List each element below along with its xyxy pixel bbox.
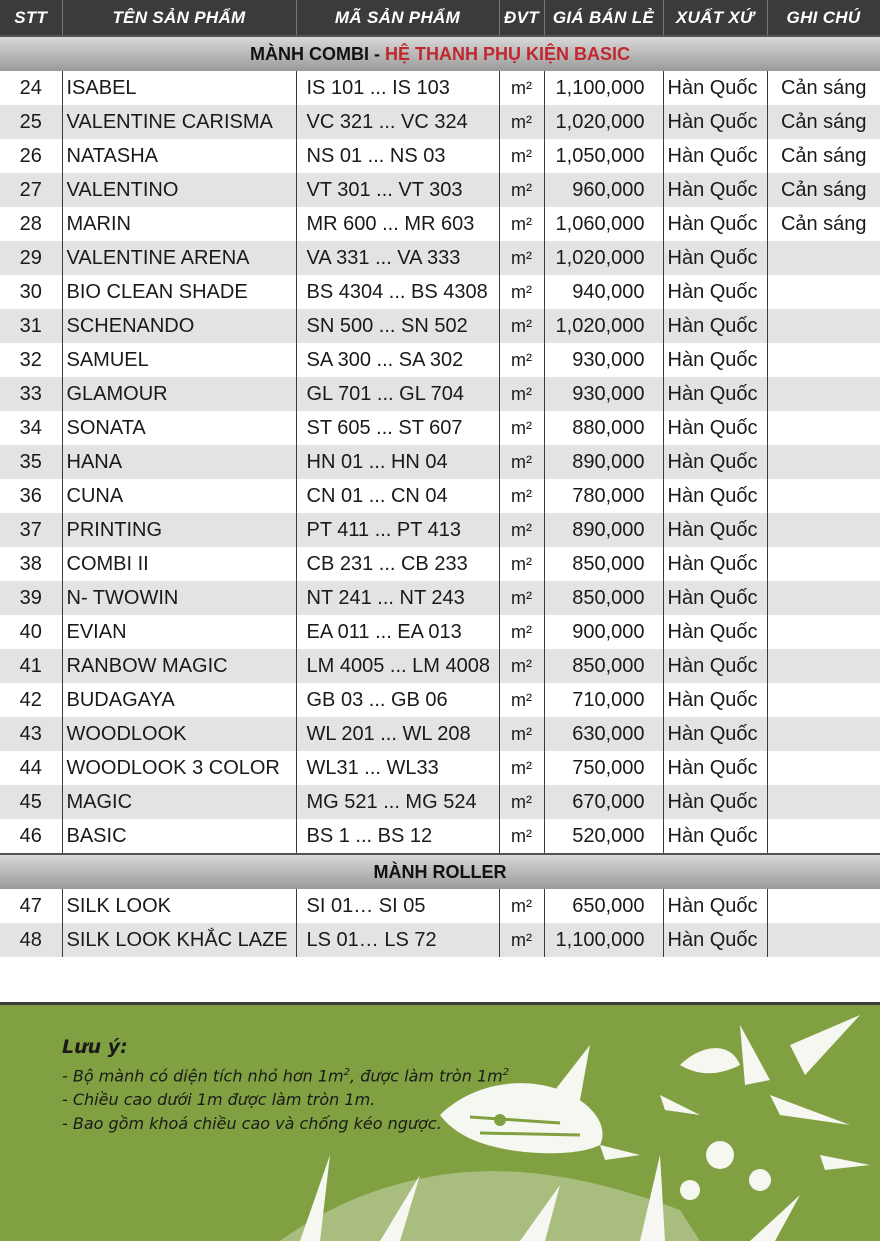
section-roller-title: MÀNH ROLLER (0, 854, 880, 889)
cell-stt: 34 (0, 411, 62, 445)
section-combi-title-a: MÀNH COMBI - (250, 43, 385, 64)
cell-name: VALENTINE CARISMA (62, 105, 296, 139)
cell-stt: 30 (0, 275, 62, 309)
table-row (0, 785, 880, 819)
table-row (0, 139, 880, 173)
cell-name: CUNA (62, 479, 296, 513)
cell-stt: 37 (0, 513, 62, 547)
cell-origin: Hàn Quốc (663, 923, 767, 957)
cell-origin: Hàn Quốc (663, 105, 767, 139)
cell-price: 750,000 (544, 751, 663, 785)
section-roller-row (0, 854, 880, 889)
cell-unit: m² (499, 343, 544, 377)
cell-stt: 46 (0, 819, 62, 854)
cell-note (767, 819, 880, 854)
cell-code: LM 4005 ... LM 4008 (296, 649, 499, 683)
cell-unit: m² (499, 173, 544, 207)
cell-note: Cản sáng (767, 139, 880, 173)
cell-origin: Hàn Quốc (663, 139, 767, 173)
cell-stt: 38 (0, 547, 62, 581)
table-row (0, 343, 880, 377)
cell-unit: m² (499, 785, 544, 819)
cell-price: 850,000 (544, 581, 663, 615)
cell-origin: Hàn Quốc (663, 445, 767, 479)
cell-name: SONATA (62, 411, 296, 445)
cell-unit: m² (499, 717, 544, 751)
table-row (0, 309, 880, 343)
cell-stt: 42 (0, 683, 62, 717)
cell-code: CN 01 ... CN 04 (296, 479, 499, 513)
cell-code: ST 605 ... ST 607 (296, 411, 499, 445)
header-unit: ĐVT (499, 0, 544, 36)
cell-note (767, 377, 880, 411)
header-note: GHI CHÚ (767, 0, 880, 36)
cell-unit: m² (499, 377, 544, 411)
header-code: MÃ SẢN PHẨM (296, 0, 499, 36)
table-row (0, 241, 880, 275)
cell-code: BS 1 ... BS 12 (296, 819, 499, 854)
cell-price: 930,000 (544, 343, 663, 377)
cell-code: SI 01… SI 05 (296, 889, 499, 923)
cell-price: 520,000 (544, 819, 663, 854)
cell-note: Cản sáng (767, 105, 880, 139)
cell-stt: 29 (0, 241, 62, 275)
cell-stt: 44 (0, 751, 62, 785)
cell-stt: 33 (0, 377, 62, 411)
cell-code: GL 701 ... GL 704 (296, 377, 499, 411)
section-combi-title-b: HỆ THANH PHỤ KIỆN BASIC (384, 43, 630, 64)
cell-code: IS 101 ... IS 103 (296, 71, 499, 105)
cell-stt: 40 (0, 615, 62, 649)
cell-name: BIO CLEAN SHADE (62, 275, 296, 309)
cell-unit: m² (499, 923, 544, 957)
cell-origin: Hàn Quốc (663, 785, 767, 819)
table-row (0, 751, 880, 785)
cell-name: WOODLOOK 3 COLOR (62, 751, 296, 785)
cell-code: PT 411 ... PT 413 (296, 513, 499, 547)
note-line-1-sup: 2 (343, 1067, 351, 1078)
cell-note (767, 649, 880, 683)
cell-price: 1,100,000 (544, 923, 663, 957)
cell-stt: 41 (0, 649, 62, 683)
cell-stt: 35 (0, 445, 62, 479)
cell-note (767, 343, 880, 377)
cell-origin: Hàn Quốc (663, 377, 767, 411)
header-name: TÊN SẢN PHẨM (62, 0, 296, 36)
cell-origin: Hàn Quốc (663, 241, 767, 275)
cell-price: 890,000 (544, 445, 663, 479)
cell-stt: 39 (0, 581, 62, 615)
cell-stt: 28 (0, 207, 62, 241)
cell-origin: Hàn Quốc (663, 275, 767, 309)
table-row (0, 547, 880, 581)
cell-stt: 36 (0, 479, 62, 513)
cell-price: 1,020,000 (544, 309, 663, 343)
table-row (0, 615, 880, 649)
cell-name: BASIC (62, 819, 296, 854)
cell-origin: Hàn Quốc (663, 309, 767, 343)
cell-code: VA 331 ... VA 333 (296, 241, 499, 275)
cell-note (767, 785, 880, 819)
cell-note (767, 241, 880, 275)
header-price: GIÁ BÁN LẺ (544, 0, 663, 36)
cell-note (767, 479, 880, 513)
cell-note (767, 717, 880, 751)
cell-price: 650,000 (544, 889, 663, 923)
cell-note (767, 615, 880, 649)
note-line-1-c: , được làm tròn 1m (350, 1066, 503, 1086)
table-header-row (0, 0, 880, 36)
cell-stt: 47 (0, 889, 62, 923)
cell-name: SILK LOOK (62, 889, 296, 923)
table-row (0, 105, 880, 139)
cell-code: VT 301 ... VT 303 (296, 173, 499, 207)
cell-origin: Hàn Quốc (663, 683, 767, 717)
cell-origin: Hàn Quốc (663, 581, 767, 615)
cell-name: GLAMOUR (62, 377, 296, 411)
cell-price: 850,000 (544, 547, 663, 581)
cell-note (767, 751, 880, 785)
cell-price: 850,000 (544, 649, 663, 683)
cell-code: NT 241 ... NT 243 (296, 581, 499, 615)
notes-title: Lưu ý: (62, 1036, 128, 1058)
note-line-2: - Chiều cao dưới 1m được làm tròn 1m. (62, 1090, 376, 1110)
cell-note (767, 683, 880, 717)
cell-name: SILK LOOK KHẮC LAZE (62, 923, 296, 957)
cell-code: GB 03 ... GB 06 (296, 683, 499, 717)
cell-unit: m² (499, 751, 544, 785)
cell-price: 940,000 (544, 275, 663, 309)
cell-name: MAGIC (62, 785, 296, 819)
cell-stt: 24 (0, 71, 62, 105)
cell-origin: Hàn Quốc (663, 649, 767, 683)
cell-unit: m² (499, 649, 544, 683)
table-row (0, 275, 880, 309)
cell-name: VALENTINE ARENA (62, 241, 296, 275)
table-row (0, 173, 880, 207)
cell-name: SCHENANDO (62, 309, 296, 343)
cell-name: EVIAN (62, 615, 296, 649)
cell-name: RANBOW MAGIC (62, 649, 296, 683)
cell-price: 1,100,000 (544, 71, 663, 105)
cell-name: NATASHA (62, 139, 296, 173)
cell-origin: Hàn Quốc (663, 173, 767, 207)
cell-unit: m² (499, 889, 544, 923)
cell-name: VALENTINO (62, 173, 296, 207)
cell-note (767, 411, 880, 445)
cell-stt: 26 (0, 139, 62, 173)
cell-unit: m² (499, 275, 544, 309)
cell-origin: Hàn Quốc (663, 479, 767, 513)
cell-name: BUDAGAYA (62, 683, 296, 717)
cell-price: 1,060,000 (544, 207, 663, 241)
cell-origin: Hàn Quốc (663, 207, 767, 241)
cell-name: SAMUEL (62, 343, 296, 377)
cell-price: 880,000 (544, 411, 663, 445)
table-row (0, 377, 880, 411)
cell-code: SN 500 ... SN 502 (296, 309, 499, 343)
cell-note (767, 445, 880, 479)
table-row (0, 889, 880, 923)
cell-origin: Hàn Quốc (663, 513, 767, 547)
header-origin: XUẤT XỨ (663, 0, 767, 36)
cell-code: HN 01 ... HN 04 (296, 445, 499, 479)
cell-unit: m² (499, 241, 544, 275)
section-combi-title (0, 36, 880, 71)
cell-origin: Hàn Quốc (663, 819, 767, 854)
cell-code: MG 521 ... MG 524 (296, 785, 499, 819)
cell-code: WL 201 ... WL 208 (296, 717, 499, 751)
cell-origin: Hàn Quốc (663, 343, 767, 377)
cell-price: 900,000 (544, 615, 663, 649)
cell-price: 960,000 (544, 173, 663, 207)
cell-note (767, 581, 880, 615)
cell-code: VC 321 ... VC 324 (296, 105, 499, 139)
cell-code: BS 4304 ... BS 4308 (296, 275, 499, 309)
table-row (0, 513, 880, 547)
cell-stt: 45 (0, 785, 62, 819)
table-row (0, 411, 880, 445)
table-row (0, 207, 880, 241)
cell-note: Cản sáng (767, 207, 880, 241)
cell-code: EA 011 ... EA 013 (296, 615, 499, 649)
cell-note (767, 923, 880, 957)
cell-price: 1,050,000 (544, 139, 663, 173)
cell-unit: m² (499, 479, 544, 513)
cell-origin: Hàn Quốc (663, 71, 767, 105)
cell-price: 630,000 (544, 717, 663, 751)
cell-price: 710,000 (544, 683, 663, 717)
table-row (0, 479, 880, 513)
cell-unit: m² (499, 71, 544, 105)
cell-code: WL31 ... WL33 (296, 751, 499, 785)
cell-note (767, 889, 880, 923)
cell-note (767, 547, 880, 581)
cell-stt: 48 (0, 923, 62, 957)
cell-name: WOODLOOK (62, 717, 296, 751)
table-row (0, 445, 880, 479)
table-row (0, 819, 880, 854)
cell-unit: m² (499, 445, 544, 479)
cell-unit: m² (499, 615, 544, 649)
cell-unit: m² (499, 819, 544, 854)
cell-unit: m² (499, 683, 544, 717)
cell-unit: m² (499, 547, 544, 581)
cell-name: HANA (62, 445, 296, 479)
cell-unit: m² (499, 411, 544, 445)
cell-note (767, 513, 880, 547)
note-line-1-sup2: 2 (502, 1067, 510, 1078)
cell-price: 1,020,000 (544, 241, 663, 275)
cell-note (767, 309, 880, 343)
cell-stt: 31 (0, 309, 62, 343)
cell-code: MR 600 ... MR 603 (296, 207, 499, 241)
table-row (0, 649, 880, 683)
cell-price: 780,000 (544, 479, 663, 513)
cell-unit: m² (499, 513, 544, 547)
cell-price: 670,000 (544, 785, 663, 819)
cell-origin: Hàn Quốc (663, 411, 767, 445)
cell-origin: Hàn Quốc (663, 717, 767, 751)
cell-unit: m² (499, 105, 544, 139)
section-combi-row (0, 36, 880, 71)
cell-name: PRINTING (62, 513, 296, 547)
cell-price: 930,000 (544, 377, 663, 411)
cell-stt: 25 (0, 105, 62, 139)
note-line-1 (62, 1061, 509, 1088)
cell-code: SA 300 ... SA 302 (296, 343, 499, 377)
table-row (0, 923, 880, 957)
cell-note: Cản sáng (767, 173, 880, 207)
table-row (0, 683, 880, 717)
header-stt: STT (0, 0, 62, 36)
cell-unit: m² (499, 207, 544, 241)
cell-origin: Hàn Quốc (663, 889, 767, 923)
cell-unit: m² (499, 139, 544, 173)
cell-unit: m² (499, 581, 544, 615)
cell-name: N- TWOWIN (62, 581, 296, 615)
table-row (0, 581, 880, 615)
cell-name: ISABEL (62, 71, 296, 105)
footer-panel (0, 1005, 880, 1241)
cell-price: 1,020,000 (544, 105, 663, 139)
note-line-1-a: - Bộ mành có diện tích nhỏ hơn 1m (62, 1066, 344, 1086)
cell-stt: 32 (0, 343, 62, 377)
cell-price: 890,000 (544, 513, 663, 547)
cell-name: COMBI II (62, 547, 296, 581)
cell-code: CB 231 ... CB 233 (296, 547, 499, 581)
cell-stt: 27 (0, 173, 62, 207)
cell-note (767, 275, 880, 309)
table-row (0, 71, 880, 105)
cell-code: NS 01 ... NS 03 (296, 139, 499, 173)
cell-stt: 43 (0, 717, 62, 751)
notes-block (62, 1035, 509, 1136)
cell-note: Cản sáng (767, 71, 880, 105)
note-line-3: - Bao gồm khoá chiều cao và chống kéo ngược. (62, 1114, 442, 1134)
cell-origin: Hàn Quốc (663, 751, 767, 785)
cell-name: MARIN (62, 207, 296, 241)
cell-code: LS 01… LS 72 (296, 923, 499, 957)
cell-origin: Hàn Quốc (663, 547, 767, 581)
cell-origin: Hàn Quốc (663, 615, 767, 649)
table-row (0, 717, 880, 751)
cell-unit: m² (499, 309, 544, 343)
